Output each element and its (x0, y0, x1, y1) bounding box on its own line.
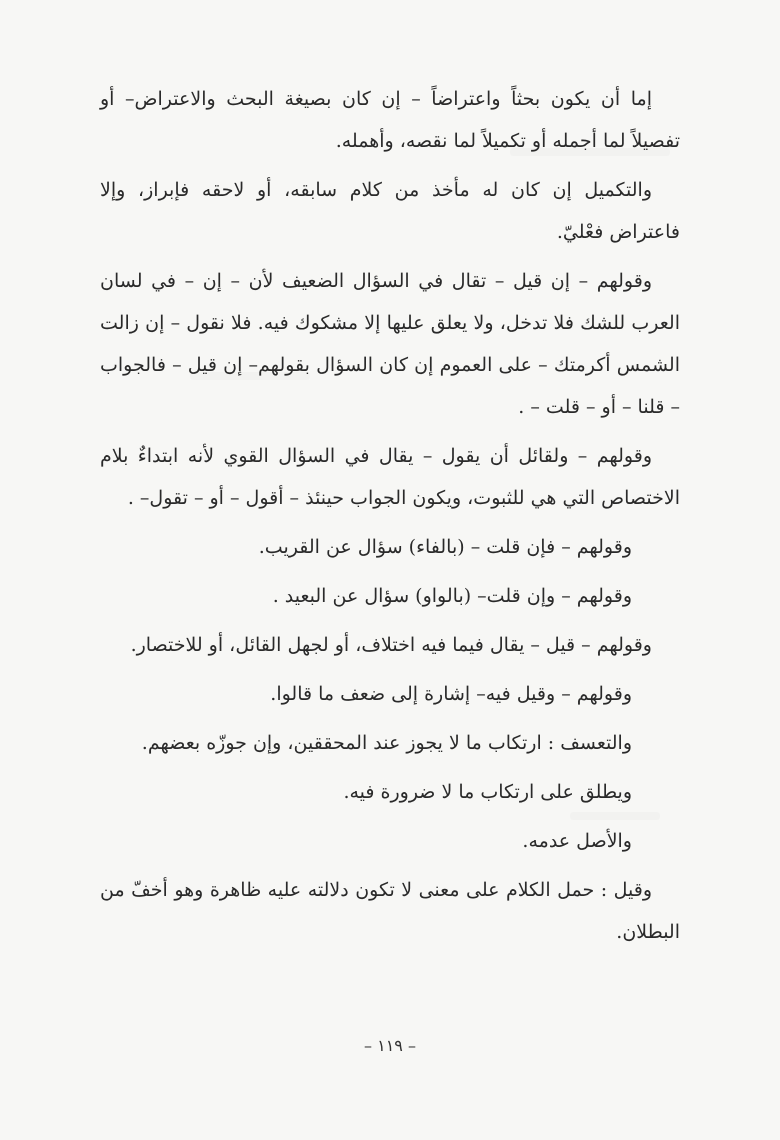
paragraph: وقولهم – فإن قلت – (بالفاء) سؤال عن القريب. (258, 536, 632, 558)
page-number: – ١١٩ – (364, 1036, 416, 1055)
paragraph: ويطلق على ارتكاب ما لا ضرورة فيه. (343, 781, 632, 803)
paragraph: والتعسف : ارتكاب ما لا يجوز عند المحققين، وإن جوزّه بعضهم. (141, 732, 632, 754)
paragraph: وقيل : حمل الكلام على معنى لا تكون دلالته عليه ظاهرة وهو أخفّ من البطلان. (100, 879, 680, 943)
paragraph: إما أن يكون بحثاً واعتراضاً – إن كان بصيغة البحث والاعتراض– أو تفصيلاً لما أجمله أو تكميلاً لما نقصه، وأهمله. (100, 88, 680, 152)
paragraph: وقولهم – قيل – يقال فيما فيه اختلاف، أو لجهل القائل، أو للاختصار. (130, 634, 652, 656)
paragraph: والأصل عدمه. (522, 830, 632, 852)
paragraph: وقولهم – إن قيل – تقال في السؤال الضعيف لأن – إن – في لسان العرب للشك فلا تدخل، ولا يعلق عليها إلا مشكوك فيه. فلا نقول – إن زالت الشمس أكرمتك – على العموم إن كان السؤال بقولهم– إن قيل – فالجواب – قلنا – أو – قلت – . (100, 270, 680, 418)
paragraph: وقولهم – ولقائل أن يقول – يقال في السؤال القوي لأنه ابتداءٌ بلام الاختصاص التي هي للثبوت، ويكون الجواب حينئذ – أقول – أو – تقول– . (100, 445, 680, 509)
paragraph: والتكميل إن كان له مأخذ من كلام سابقه، أو لاحقه فإبراز، وإلا فاعتراض فعْليّ. (100, 179, 680, 243)
body-text (100, 78, 680, 960)
paragraph: وقولهم – وقيل فيه– إشارة إلى ضعف ما قالوا. (270, 683, 632, 705)
paragraph: وقولهم – وإن قلت– (بالواو) سؤال عن البعيد . (272, 585, 632, 607)
